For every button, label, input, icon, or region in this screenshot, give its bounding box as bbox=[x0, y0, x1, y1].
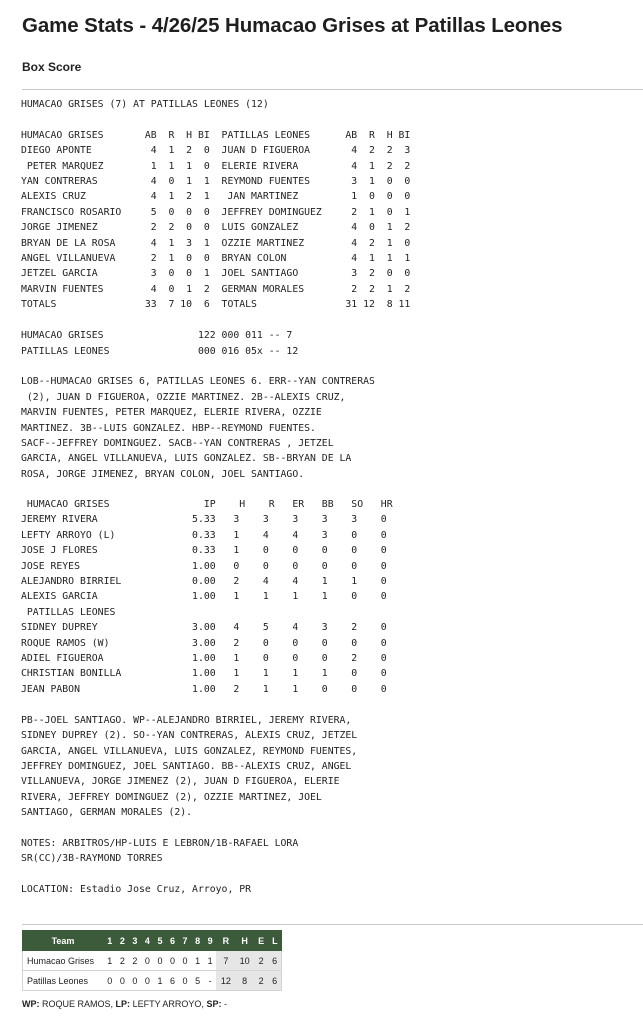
linescore-hits-total: 10 bbox=[235, 951, 254, 971]
winning-pitcher: ROQUE RAMOS bbox=[42, 999, 111, 1009]
pitching-and-notes-text: HUMACAO GRISES IP H R ER BB SO HR JEREMY RIVERA 5.33 3 3 3 3 3 0 LEFTY ARROYO (L) 0.33 1 4 4 3 0 0 JOSE J FLORES 0.33 1 0 0 0 0 0 JOSE REYES 1.00 0 0 0 0 0 0 ALEJANDRO BIRRIEL 0.00 2 4 4 1 1 0 ALEXIS GARCIA 1.00 1 1 1 1 0 0 PATILLAS LEONES SIDNEY DUPREY 3.00 4 5 4 3 2 0 ROQUE RAMOS (W) 3.00 2 0 0 0 0 0 ADIEL FIGUEROA 1.00 1 0 0 0 2 0 CHRISTIAN BONILLA 1.00 1 1 1 1 0 0 JEAN PABON 1.00 2 1 1 0 0 0 PB--JOEL SANTIAGO. WP--ALEJANDRO BIRRIEL, JEREMY RIVERA, SIDNEY DUPREY (2). SO--YAN CONTRERAS, ALEXIS CRUZ, JETZEL GARCIA, ANGEL VILLANUEVA, LUIS GONZALEZ, REYMOND FUENTES, JEFFREY DOMINGUEZ, JOEL SANTIAGO. BB--ALEXIS CRUZ, ANGEL VILLANUEVA, JORGE JIMENEZ (2), JUAN D FIGUEROA, ELERIE RIVERA, JEFFREY DOMINGUEZ (2), OZZIE MARTINEZ, JOEL SANTIAGO, GERMAN MORALES (2). NOTES: ARBITROS/HP-LUIS E LEBRON/1B-RAFAEL LORA SR(CC)/3B-RAYMOND TORRES LOCATION: Estadio Jose Cruz, Arroyo, PR bbox=[21, 499, 393, 896]
linescore-errors-total: 2 bbox=[254, 971, 268, 991]
decision-pitchers: WP: ROQUE RAMOS, LP: LEFTY ARROYO, SP: - bbox=[22, 999, 227, 1009]
linescore-header-errors: E bbox=[254, 931, 268, 951]
save-pitcher: - bbox=[223, 999, 227, 1009]
linescore-header-inning-1: 1 bbox=[104, 931, 117, 951]
page-title: Game Stats - 4/26/25 Humacao Grises at Patillas Leones bbox=[22, 14, 563, 37]
linescore-inning-cell: 0 bbox=[104, 971, 117, 991]
linescore-team-name: Patillas Leones bbox=[23, 971, 104, 991]
linescore-header-lob: L bbox=[268, 931, 281, 951]
linescore-runs-total: 12 bbox=[216, 971, 235, 991]
linescore-inning-cell: 2 bbox=[116, 951, 129, 971]
linescore-inning-cell: 1 bbox=[104, 951, 117, 971]
losing-pitcher: LEFTY ARROYO bbox=[132, 999, 202, 1009]
bottom-divider bbox=[22, 924, 643, 925]
linescore-header-team: Team bbox=[23, 931, 104, 951]
linescore-inning-cell: 0 bbox=[166, 951, 179, 971]
wp-label: WP: bbox=[22, 999, 40, 1009]
linescore-inning-cell: 1 bbox=[154, 971, 167, 991]
linescore-header-inning-8: 8 bbox=[191, 931, 204, 951]
linescore-hits-total: 8 bbox=[235, 971, 254, 991]
linescore-header-inning-9: 9 bbox=[204, 931, 217, 951]
linescore-inning-cell: 2 bbox=[129, 951, 142, 971]
linescore-inning-cell: 1 bbox=[204, 951, 217, 971]
linescore-team-name: Humacao Grises bbox=[23, 951, 104, 971]
linescore-row-home bbox=[23, 971, 282, 991]
linescore-lob-total: 6 bbox=[268, 971, 281, 991]
linescore-header-inning-2: 2 bbox=[116, 931, 129, 951]
boxscore-text: HUMACAO GRISES (7) AT PATILLAS LEONES (12) HUMACAO GRISES AB R H BI PATILLAS LEONES AB R H BI DIEGO APONTE 4 1 2 0 JUAN D FIGUEROA 4 2 2 3 PETER MARQUEZ 1 1 1 0 ELERIE RIVERA 4 1 2 2 YAN CONTRERAS 4 0 1 1 REYMOND FUENTES 3 1 0 0 ALEXIS CRUZ 4 1 2 1 JAN MARTINEZ 1 0 0 0 FRANCISCO ROSARIO 5 0 0 0 JEFFREY DOMINGUEZ 2 1 0 1 JORGE JIMENEZ 2 2 0 0 LUIS GONZALEZ 4 0 1 2 BRYAN DE LA ROSA 4 1 3 1 OZZIE MARTINEZ 4 2 1 0 ANGEL VILLANUEVA 2 1 0 0 BRYAN COLON 4 1 1 1 JETZEL GARCIA 3 0 0 1 JOEL SANTIAGO 3 2 0 0 MARVIN FUENTES 4 0 1 2 GERMAN MORALES 2 2 1 2 TOTALS 33 7 10 6 TOTALS 31 12 8 11 HUMACAO GRISES 122 000 011 -- 7 PATILLAS LEONES 000 016 05x -- 12 LOB--HUMACAO GRISES 6, PATILLAS LEONES 6. ERR--YAN CONTRERAS (2), JUAN D FIGUEROA, OZZIE MARTINEZ. 2B--ALEXIS CRUZ, MARVIN FUENTES, PETER MARQUEZ, ELERIE RIVERA, OZZIE MARTINEZ. 3B--LUIS GONZALEZ. HBP--REYMOND FUENTES. SACF--JEFFREY DOMINGUEZ. SACB--YAN CONTRERAS , JETZEL GARCIA, ANGEL VILLANUEVA, LUIS GONZALEZ. SB--BRYAN DE LA ROSA, JORGE JIMENEZ, BRYAN COLON, JOEL SANTIAGO. bbox=[21, 99, 411, 480]
linescore-inning-cell: 0 bbox=[116, 971, 129, 991]
linescore-inning-cell: 1 bbox=[191, 951, 204, 971]
sp-label: SP: bbox=[206, 999, 222, 1009]
linescore-row-away bbox=[23, 951, 282, 971]
box-score-label: Box Score bbox=[22, 60, 82, 74]
linescore-header-inning-6: 6 bbox=[166, 931, 179, 951]
linescore-header-inning-7: 7 bbox=[179, 931, 192, 951]
linescore-lob-total: 6 bbox=[268, 951, 281, 971]
linescore-inning-cell: 0 bbox=[179, 951, 192, 971]
linescore-header-row bbox=[23, 931, 282, 951]
top-divider bbox=[22, 89, 643, 90]
linescore-inning-cell: 0 bbox=[129, 971, 142, 991]
linescore-inning-cell: 0 bbox=[179, 971, 192, 991]
linescore-inning-cell: 0 bbox=[141, 971, 154, 991]
linescore-table bbox=[22, 930, 282, 991]
linescore-inning-cell: 0 bbox=[141, 951, 154, 971]
linescore-inning-cell: 5 bbox=[191, 971, 204, 991]
linescore-inning-cell: - bbox=[204, 971, 217, 991]
lp-label: LP: bbox=[115, 999, 131, 1009]
linescore-inning-cell: 6 bbox=[166, 971, 179, 991]
linescore-header-inning-3: 3 bbox=[129, 931, 142, 951]
linescore-header-inning-5: 5 bbox=[154, 931, 167, 951]
linescore-errors-total: 2 bbox=[254, 951, 268, 971]
linescore-runs-total: 7 bbox=[216, 951, 235, 971]
linescore-header-runs: R bbox=[216, 931, 235, 951]
linescore-inning-cell: 0 bbox=[154, 951, 167, 971]
linescore-header-hits: H bbox=[235, 931, 254, 951]
linescore-header-inning-4: 4 bbox=[141, 931, 154, 951]
